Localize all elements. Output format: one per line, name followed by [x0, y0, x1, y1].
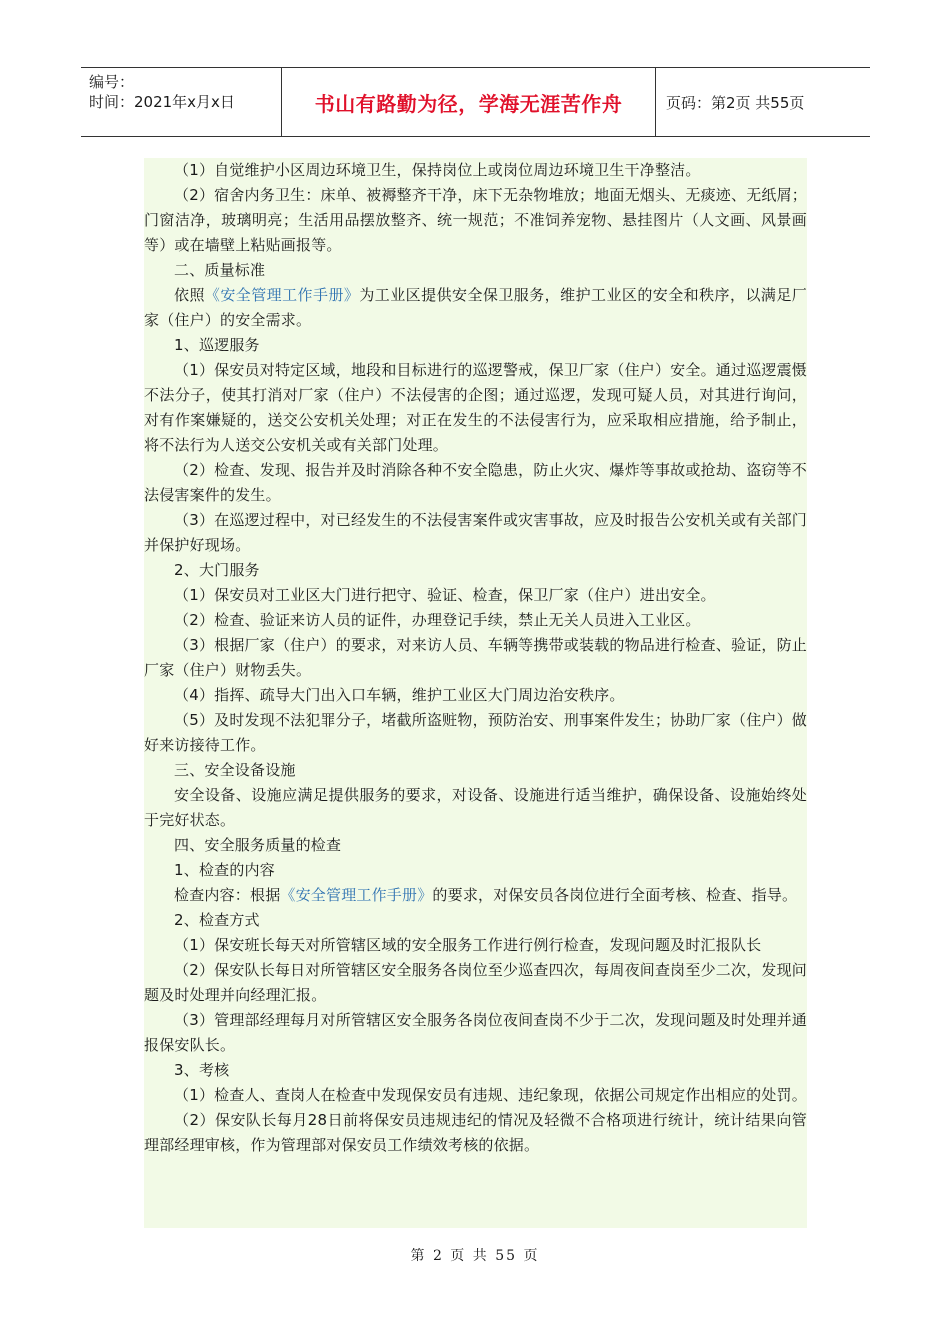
paragraph: 三、安全设备设施: [174, 761, 296, 779]
paragraph-text: 为工业区提供安全保卫服务，维护工业区的安全和秩序，以满足厂家（住户）的安全需求。: [144, 286, 807, 329]
time-label: 时间：2021年x月x日: [89, 93, 235, 111]
header-page-code: 页码：第2页 共55页: [666, 93, 805, 112]
paragraph: 3、考核: [174, 1061, 230, 1079]
paragraph: 四、安全服务质量的检查: [174, 836, 342, 854]
paragraph-text: 的要求，对保安员各岗位进行全面考核、检查、指导。: [432, 886, 798, 904]
paragraph-text: 检查内容：根据: [174, 886, 281, 904]
header-motto: 书山有路勤为径，学海无涯苦作舟: [282, 68, 656, 136]
paragraph: （1）保安员对特定区域，地段和目标进行的巡逻警戒，保卫厂家（住户）安全。通过巡逻震慑不法分子，使其打消对厂家（住户）不法侵害的企图；通过巡逻，发现可疑人员，对其进行询问，对有作案嫌疑的，送交公安机关处理；对正在发生的不法侵害行为，应采取相应措施，给予制止，将不法行为人送交公安机关或有关部门处理。: [144, 361, 807, 454]
paragraph: （2）检查、发现、报告并及时消除各种不安全隐患，防止火灾、爆炸等事故或抢劫、盗窃等不法侵害案件的发生。: [144, 461, 807, 504]
paragraph: 二、质量标准: [174, 261, 266, 279]
page-footer: 第 2 页 共 55 页: [410, 1248, 540, 1264]
paragraph: 1、巡逻服务: [174, 336, 260, 354]
paragraph: （1）自觉维护小区周边环境卫生，保持岗位上或岗位周边环境卫生干净整洁。: [174, 161, 701, 179]
paragraph: （3）管理部经理每月对所管辖区安全服务各岗位夜间查岗不少于二次，发现问题及时处理并通报保安队长。: [144, 1011, 807, 1054]
paragraph: （2）检查、验证来访人员的证件，办理登记手续，禁止无关人员进入工业区。: [174, 611, 701, 629]
paragraph: （3）根据厂家（住户）的要求，对来访人员、车辆等携带或装载的物品进行检查、验证，防止厂家（住户）财物丢失。: [144, 636, 807, 679]
paragraph: 2、大门服务: [174, 561, 260, 579]
header-meta: [81, 68, 282, 136]
paragraph: （1）检查人、查岗人在检查中发现保安员有违规、违纪象现，依据公司规定作出相应的处罚。: [174, 1086, 807, 1104]
document-body: [144, 158, 807, 1228]
paragraph: 2、检查方式: [174, 911, 260, 929]
manual-reference-link[interactable]: 《安全管理工作手册》: [280, 886, 433, 904]
paragraph: （2）保安队长每日对所管辖区安全服务各岗位至少巡查四次，每周夜间查岗至少二次，发现问题及时处理并向经理汇报。: [144, 961, 807, 1004]
paragraph: 安全设备、设施应满足提供服务的要求，对设备、设施进行适当维护，确保设备、设施始终处于完好状态。: [144, 786, 807, 829]
paragraph: [144, 883, 807, 908]
paragraph-text: 依照: [174, 286, 205, 304]
manual-reference-link[interactable]: 《安全管理工作手册》: [204, 286, 360, 304]
paragraph: （1）保安班长每天对所管辖区域的安全服务工作进行例行检查，发现问题及时汇报队长: [174, 936, 762, 954]
document-header: [81, 67, 870, 137]
paragraph: （4）指挥、疏导大门出入口车辆，维护工业区大门周边治安秩序。: [174, 686, 625, 704]
paragraph: [144, 283, 807, 333]
paragraph: （2）宿舍内务卫生：床单、被褥整齐干净，床下无杂物堆放；地面无烟头、无痰迹、无纸屑；门窗洁净，玻璃明亮；生活用品摆放整齐、统一规范；不准饲养宠物、悬挂图片（人文画、风景画等）或在墙壁上粘贴画报等。: [144, 186, 807, 254]
paragraph: （3）在巡逻过程中，对已经发生的不法侵害案件或灾害事故，应及时报告公安机关或有关部门并保护好现场。: [144, 511, 807, 554]
paragraph: （2）保安队长每月28日前将保安员违规违纪的情况及轻微不合格项进行统计，统计结果向管理部经理审核，作为管理部对保安员工作绩效考核的依据。: [144, 1111, 807, 1154]
number-label: 编号：: [89, 73, 135, 91]
paragraph: （1）保安员对工业区大门进行把守、验证、检查，保卫厂家（住户）进出安全。: [174, 586, 716, 604]
paragraph: 1、检查的内容: [174, 861, 275, 879]
paragraph: （5）及时发现不法犯罪分子，堵截所盗赃物，预防治安、刑事案件发生；协助厂家（住户）做好来访接待工作。: [144, 711, 807, 754]
